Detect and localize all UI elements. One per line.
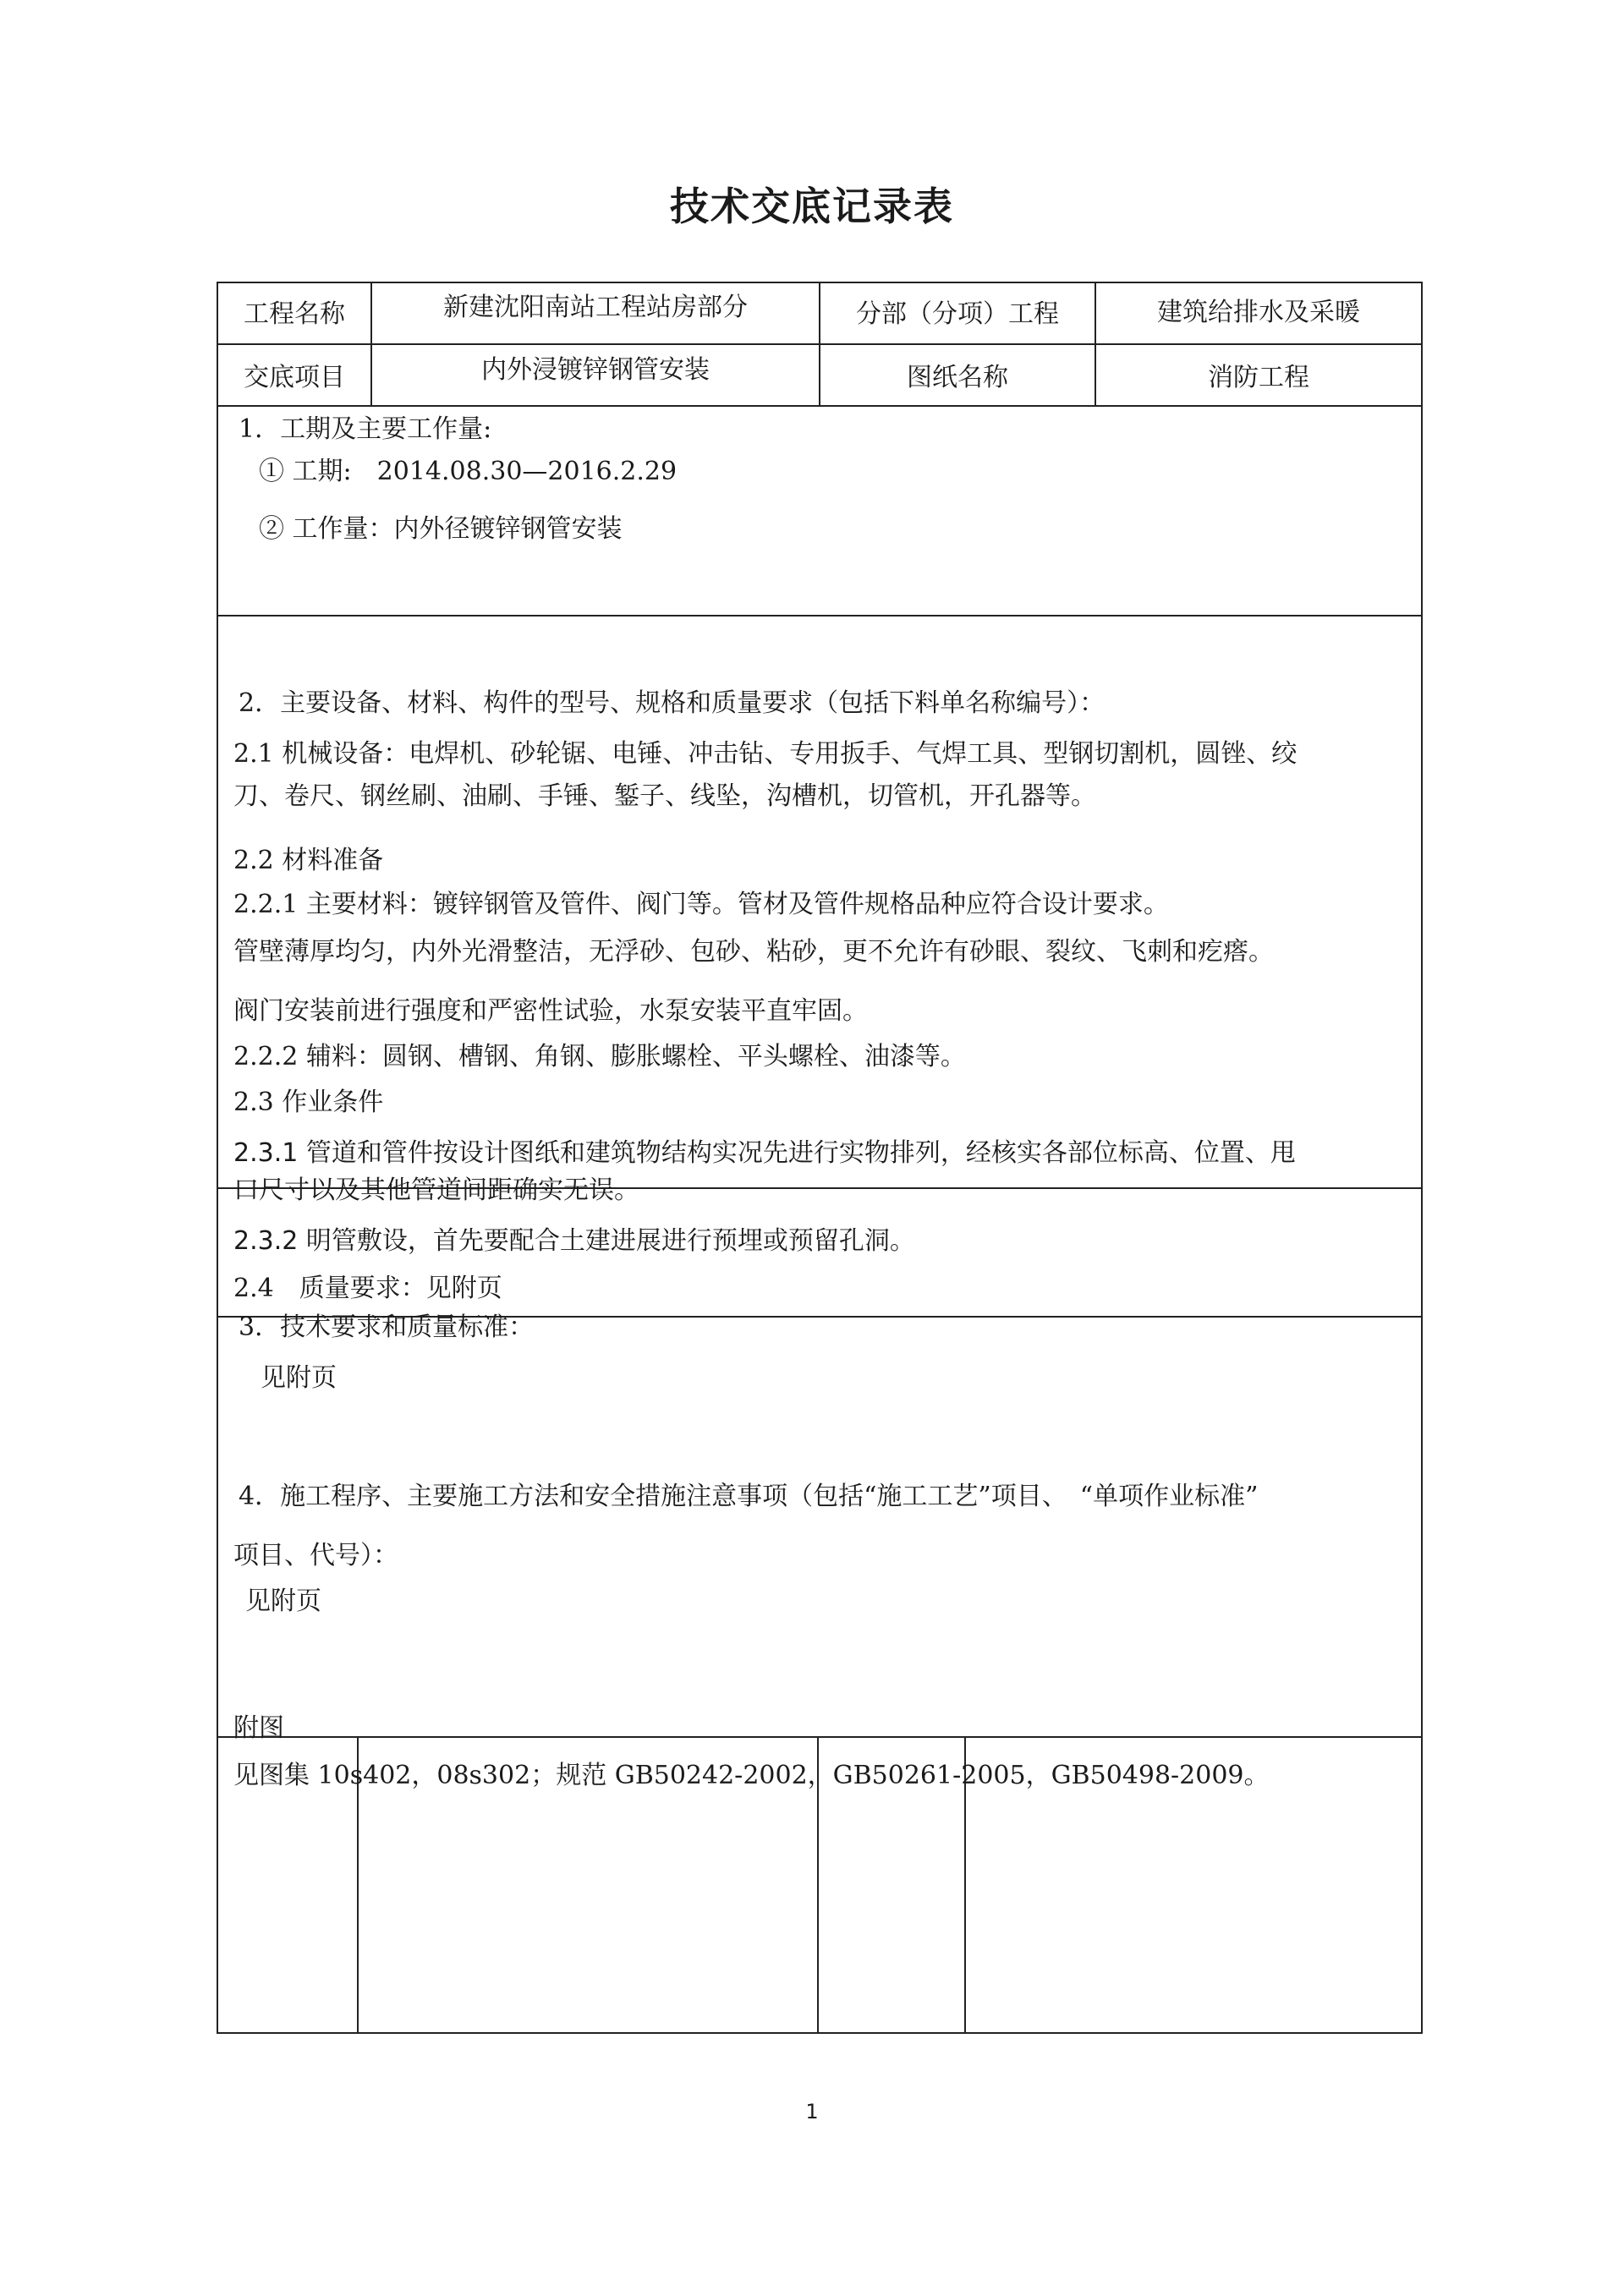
section3-content: 见附页 (261, 1363, 337, 1393)
section3-heading: 3．技术要求和质量标准： (239, 1312, 535, 1342)
section2-3-2 (233, 1226, 915, 1257)
row-divider (217, 615, 1423, 616)
attachment-content: 见图集 10s402，08s302；规范 GB50242-2002，GB50261-2005，GB50498-2009。 (233, 1761, 1270, 1790)
table-border-bottom (217, 2032, 1423, 2034)
project-name-label: 工程名称 (244, 299, 345, 329)
section2-2-1-b: 管壁薄厚均匀，内外光滑整洁，无浮砂、包砂、粘砂，更不允许有砂眼、裂纹、飞刺和疙瘩。 (233, 937, 1274, 967)
section1-period: ① 工期: 2014.08.30—2016.2.29 (259, 457, 678, 486)
sub-project-label: 分部（分项）工程 (856, 299, 1059, 329)
section2-2-2: 2.2.2 辅料：圆钢、槽钢、角钢、膨胀螺栓、平头螺栓、油漆等。 (233, 1042, 966, 1071)
section2-heading: 2．主要设备、材料、构件的型号、规格和质量要求（包括下料单名称编号）： (239, 688, 1106, 718)
section2-2-1: 2.2.1 主要材料：镀锌钢管及管件、阀门等。管材及管件规格品种应符合设计要求。 (233, 890, 1169, 919)
drawing-value: 消防工程 (1208, 363, 1309, 392)
section1-heading: 1．工期及主要工作量: (239, 414, 492, 444)
item-label: 交底项目 (244, 363, 345, 392)
section2-3-1-line2: 口尺寸以及其他管道间距确实无误。 (233, 1175, 639, 1205)
section2-3-2-text: 明管敷设，首先要配合土建进展进行预埋或预留孔洞。 (305, 1226, 915, 1256)
page-title: 技术交底记录表 (670, 184, 954, 229)
section2-3-2-number: 2.3.2 (233, 1226, 299, 1256)
drawing-label: 图纸名称 (907, 363, 1008, 392)
section2-1-line2: 刀、卷尺、钢丝刷、油刷、手锤、錾子、线坠，沟槽机，切管机，开孔器等。 (233, 781, 1096, 811)
section2-3-1-line1 (233, 1138, 1296, 1169)
attachment-label: 附图 (233, 1713, 284, 1743)
section2-2: 2.2 材料准备 (233, 846, 384, 875)
section4-heading: 4．施工程序、主要施工方法和安全措施注意事项（包括“施工工艺”项目、 “单项作业标准” (239, 1482, 1259, 1511)
row-divider (217, 1736, 1423, 1738)
section2-4: 2.4 质量要求：见附页 (233, 1274, 502, 1303)
section2-3-1-text: 管道和管件按设计图纸和建筑物结构实况先进行实物排列，经核实各部位标高、位置、甩 (305, 1138, 1296, 1168)
section4-heading-cont: 项目、代号）： (233, 1541, 398, 1570)
page-number: 1 (805, 2100, 819, 2123)
section2-2-1-c: 阀门安装前进行强度和严密性试验，水泵安装平直牢固。 (233, 996, 868, 1026)
item-value: 内外浸镀锌钢管安装 (481, 355, 710, 385)
sub-project-value: 建筑给排水及采暖 (1157, 298, 1360, 327)
table-border-right (1421, 282, 1423, 2034)
project-name-value: 新建沈阳南站工程站房部分 (443, 293, 748, 322)
section2-3-1-number: 2.3.1 (233, 1138, 299, 1168)
section1-workload: ② 工作量：内外径镀锌钢管安装 (259, 514, 623, 544)
section2-3: 2.3 作业条件 (233, 1088, 384, 1117)
section2-1-line1: 2.1 机械设备：电焊机、砂轮锯、电锤、冲击钻、专用扳手、气焊工具、型钢切割机，圆锉、绞 (233, 739, 1298, 769)
section4-content: 见附页 (245, 1586, 321, 1616)
table-border-left (217, 282, 218, 2034)
